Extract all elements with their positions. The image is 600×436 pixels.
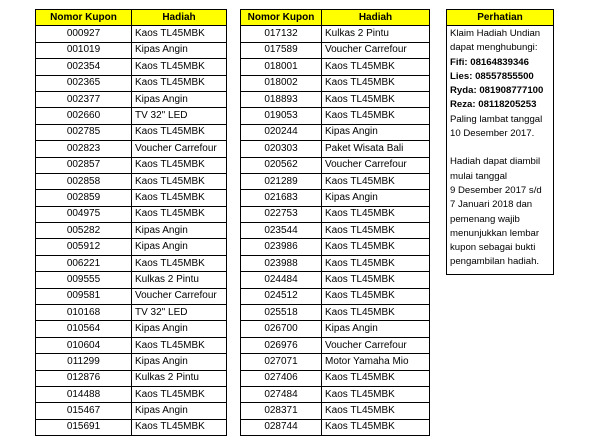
coupon-column-header: Nomor Kupon [241, 10, 322, 26]
coupon-number: 002660 [36, 108, 132, 124]
coupon-number: 023988 [241, 255, 322, 271]
prize-name: Kaos TL45MBK [132, 124, 227, 140]
prize-name: Kaos TL45MBK [132, 386, 227, 402]
notice-body [447, 26, 553, 274]
table-row [36, 75, 227, 91]
coupon-number: 027484 [241, 386, 322, 402]
prize-name: TV 32" LED [132, 108, 227, 124]
contact-name: Reza: [450, 99, 476, 111]
coupon-number: 014488 [36, 386, 132, 402]
table-row [241, 223, 430, 239]
prize-name: Kaos TL45MBK [132, 255, 227, 271]
coupon-number: 002823 [36, 141, 132, 157]
table-row [241, 190, 430, 206]
table-row [241, 91, 430, 107]
coupon-number: 025518 [241, 305, 322, 321]
prize-name: TV 32" LED [132, 305, 227, 321]
table-row [36, 419, 227, 435]
coupon-number: 012876 [36, 370, 132, 386]
prize-name: Kipas Angin [132, 321, 227, 337]
table-row [241, 354, 430, 370]
prize-name: Kaos TL45MBK [132, 75, 227, 91]
coupon-number: 021289 [241, 173, 322, 189]
prize-name: Kipas Angin [132, 91, 227, 107]
pickup-info-line: Hadiah dapat diambil [450, 156, 541, 168]
table-row [241, 173, 430, 189]
table-row [36, 157, 227, 173]
coupon-number: 010604 [36, 337, 132, 353]
table-row [241, 124, 430, 140]
prize-name: Kaos TL45MBK [322, 206, 430, 222]
coupon-number: 023544 [241, 223, 322, 239]
coupon-number: 017589 [241, 42, 322, 58]
prize-name: Motor Yamaha Mio [322, 354, 430, 370]
coupon-number: 019053 [241, 108, 322, 124]
coupon-number: 004975 [36, 206, 132, 222]
table-row [36, 26, 227, 42]
prize-name: Kipas Angin [132, 403, 227, 419]
contact-name: Ryda: [450, 85, 477, 97]
prize-name: Voucher Carrefour [322, 157, 430, 173]
prize-name: Kaos TL45MBK [322, 305, 430, 321]
prize-name: Kulkas 2 Pintu [132, 272, 227, 288]
table-row [241, 386, 430, 402]
deadline-line: Paling lambat tanggal [450, 113, 543, 125]
table-row [241, 305, 430, 321]
coupon-number: 020244 [241, 124, 322, 140]
coupon-number: 005912 [36, 239, 132, 255]
coupon-number: 027406 [241, 370, 322, 386]
prize-name: Kaos TL45MBK [322, 59, 430, 75]
table-row [36, 223, 227, 239]
table-row [241, 419, 430, 435]
prize-name: Kaos TL45MBK [322, 239, 430, 255]
prize-name: Kaos TL45MBK [322, 419, 430, 435]
table-row [36, 206, 227, 222]
paragraph-gap [450, 141, 550, 155]
notice-intro-line: dapat menghubungi: [450, 42, 538, 54]
coupon-number: 018001 [241, 59, 322, 75]
table-row [36, 403, 227, 419]
prize-name: Kaos TL45MBK [132, 59, 227, 75]
coupon-number: 024512 [241, 288, 322, 304]
table-row [241, 26, 430, 42]
table-header-row [36, 10, 227, 26]
coupon-number: 017132 [241, 26, 322, 42]
prize-name: Kipas Angin [132, 239, 227, 255]
pickup-info-line: 7 Januari 2018 dan [450, 199, 533, 211]
prize-name: Kipas Angin [322, 124, 430, 140]
table-row [241, 288, 430, 304]
table-row [36, 337, 227, 353]
table-row [36, 141, 227, 157]
coupon-number: 021683 [241, 190, 322, 206]
coupon-number: 002354 [36, 59, 132, 75]
prize-name: Voucher Carrefour [322, 337, 430, 353]
coupon-number: 023986 [241, 239, 322, 255]
prize-name: Kaos TL45MBK [322, 173, 430, 189]
coupon-number: 010564 [36, 321, 132, 337]
table-row [241, 42, 430, 58]
coupon-number: 015467 [36, 403, 132, 419]
prize-name: Kaos TL45MBK [132, 419, 227, 435]
table-row [241, 108, 430, 124]
coupon-number: 028371 [241, 403, 322, 419]
prize-column-header: Hadiah [322, 10, 430, 26]
prize-table-right [240, 9, 430, 436]
coupon-number: 011299 [36, 354, 132, 370]
coupon-number: 020562 [241, 157, 322, 173]
prize-name: Kaos TL45MBK [322, 91, 430, 107]
coupon-number: 005282 [36, 223, 132, 239]
coupon-number: 002365 [36, 75, 132, 91]
prize-name: Kulkas 2 Pintu [322, 26, 430, 42]
prize-name: Kaos TL45MBK [322, 75, 430, 91]
prize-name: Kipas Angin [132, 42, 227, 58]
notice-title: Perhatian [447, 10, 553, 26]
prize-name: Kaos TL45MBK [322, 255, 430, 271]
prize-name: Voucher Carrefour [322, 42, 430, 58]
pickup-info-line: menunjukkan lembar [450, 227, 540, 239]
prize-name: Kaos TL45MBK [322, 108, 430, 124]
table-row [241, 206, 430, 222]
prize-name: Kaos TL45MBK [322, 223, 430, 239]
table-row [241, 272, 430, 288]
prize-name: Kaos TL45MBK [132, 190, 227, 206]
coupon-number: 026700 [241, 321, 322, 337]
table-row [241, 141, 430, 157]
contact-phone: 081908777100 [479, 85, 544, 97]
prize-name: Kaos TL45MBK [322, 370, 430, 386]
prize-name: Paket Wisata Bali [322, 141, 430, 157]
coupon-number: 026976 [241, 337, 322, 353]
coupon-number: 024484 [241, 272, 322, 288]
prize-name: Kaos TL45MBK [322, 403, 430, 419]
coupon-number: 002377 [36, 91, 132, 107]
table-row [241, 255, 430, 271]
table-row [36, 288, 227, 304]
table-row [36, 190, 227, 206]
contact-name: Fifi: [450, 56, 468, 68]
prize-name: Kipas Angin [322, 321, 430, 337]
coupon-number: 018002 [241, 75, 322, 91]
prize-name: Kaos TL45MBK [132, 157, 227, 173]
coupon-number: 006221 [36, 255, 132, 271]
table-row [36, 59, 227, 75]
prize-name: Voucher Carrefour [132, 141, 227, 157]
prize-name: Kipas Angin [132, 354, 227, 370]
table-row [241, 157, 430, 173]
coupon-number: 010168 [36, 305, 132, 321]
coupon-number: 001019 [36, 42, 132, 58]
table-row [36, 305, 227, 321]
prize-name: Kulkas 2 Pintu [132, 370, 227, 386]
table-row [36, 321, 227, 337]
pickup-info-line: kupon sebagai bukti [450, 242, 536, 254]
table-row [36, 173, 227, 189]
table-row [36, 354, 227, 370]
coupon-number: 009581 [36, 288, 132, 304]
prize-name: Kaos TL45MBK [132, 173, 227, 189]
table-row [241, 59, 430, 75]
contact-line [450, 98, 550, 112]
prize-name: Voucher Carrefour [132, 288, 227, 304]
table-row [241, 239, 430, 255]
table-row [241, 337, 430, 353]
prize-name: Kaos TL45MBK [322, 386, 430, 402]
pickup-info-line: pengambilan hadiah. [450, 256, 540, 268]
table-row [36, 124, 227, 140]
coupon-number: 020303 [241, 141, 322, 157]
prize-name: Kipas Angin [322, 190, 430, 206]
contact-line [450, 84, 550, 98]
contact-phone: 08118205253 [478, 99, 537, 111]
notice-intro-line: Klaim Hadiah Undian [450, 28, 541, 39]
table-row [36, 272, 227, 288]
pickup-info-line: mulai tanggal [450, 170, 508, 182]
table-row [36, 239, 227, 255]
coupon-number: 027071 [241, 354, 322, 370]
coupon-number: 000927 [36, 26, 132, 42]
table-row [241, 321, 430, 337]
table-row [36, 386, 227, 402]
table-row [36, 91, 227, 107]
deadline-line: 10 Desember 2017. [450, 128, 535, 140]
table-row [36, 255, 227, 271]
prize-name: Kaos TL45MBK [322, 288, 430, 304]
notice-box [446, 9, 554, 275]
contact-name: Lies: [450, 70, 473, 82]
pickup-info-line: pemenang wajib [450, 213, 520, 225]
coupon-number: 022753 [241, 206, 322, 222]
prize-name: Kaos TL45MBK [132, 206, 227, 222]
coupon-number: 002857 [36, 157, 132, 173]
contact-line [450, 56, 550, 70]
coupon-number: 015691 [36, 419, 132, 435]
prize-name: Kaos TL45MBK [132, 26, 227, 42]
prize-table-left [35, 9, 227, 436]
contact-line [450, 70, 550, 84]
prize-name: Kaos TL45MBK [132, 337, 227, 353]
coupon-number: 009555 [36, 272, 132, 288]
table-row [241, 403, 430, 419]
contact-phone: 08164839346 [470, 56, 529, 68]
prize-name: Kaos TL45MBK [322, 272, 430, 288]
table-row [241, 370, 430, 386]
table-row [36, 42, 227, 58]
coupon-number: 028744 [241, 419, 322, 435]
coupon-column-header: Nomor Kupon [36, 10, 132, 26]
contact-phone: 08557855500 [475, 70, 534, 82]
coupon-number: 002858 [36, 173, 132, 189]
coupon-number: 002785 [36, 124, 132, 140]
coupon-number: 018893 [241, 91, 322, 107]
table-row [36, 108, 227, 124]
table-header-row [241, 10, 430, 26]
pickup-info-line: 9 Desember 2017 s/d [450, 184, 542, 196]
coupon-number: 002859 [36, 190, 132, 206]
prize-column-header: Hadiah [132, 10, 227, 26]
table-row [36, 370, 227, 386]
table-row [241, 75, 430, 91]
prize-name: Kipas Angin [132, 223, 227, 239]
